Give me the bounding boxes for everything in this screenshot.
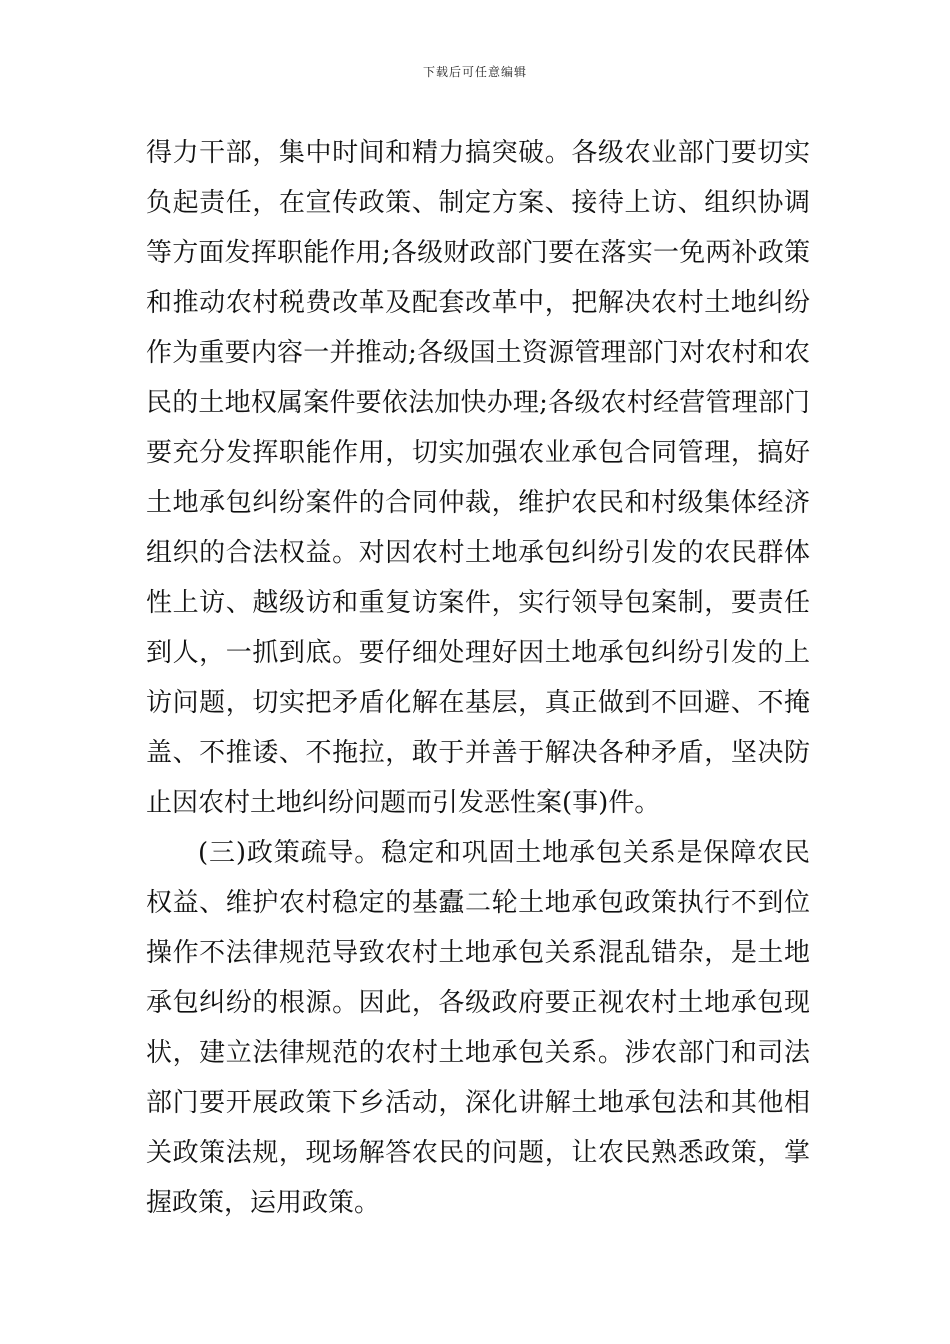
paragraph-2 <box>146 828 810 1228</box>
paragraph-line: 状，建立法律规范的农村土地承包关系。涉农部门和司法 <box>146 1038 810 1068</box>
paragraph-line: 得力干部，集中时间和精力搞突破。各级农业部门要切实 <box>146 138 810 168</box>
paragraph-line: 操作不法律规范导致农村土地承包关系混乱错杂，是土地 <box>146 938 810 968</box>
page-header-note: 下载后可任意编辑 <box>422 65 527 79</box>
paragraph-line: (三)政策疏导。稳定和巩固土地承包关系是保障农民 <box>198 838 810 868</box>
paragraph-line: 访问题，切实把矛盾化解在基层，真正做到不回避、不掩 <box>146 688 810 718</box>
paragraph-line: 作为重要内容一并推动;各级国土资源管理部门对农村和农 <box>146 338 810 368</box>
paragraph-line: 民的土地权属案件要依法加快办理;各级农村经营管理部门 <box>146 388 810 418</box>
paragraph-line: 盖、不推诿、不拖拉，敢于并善于解决各种矛盾，坚决防 <box>146 738 810 768</box>
paragraph-line: 部门要开展政策下乡活动，深化讲解土地承包法和其他相 <box>146 1088 810 1118</box>
paragraph-line: 权益、维护农村稳定的基蠹二轮土地承包政策执行不到位 <box>146 888 810 918</box>
paragraph-line: 到人，一抓到底。要仔细处理好因土地承包纠纷引发的上 <box>146 638 810 668</box>
document-body <box>146 128 810 1228</box>
paragraph-line: 止因农村土地纠纷问题而引发恶性案(事)件。 <box>146 788 661 818</box>
paragraph-line: 土地承包纠纷案件的合同仲裁，维护农民和村级集体经济 <box>146 488 810 518</box>
paragraph-line: 握政策，运用政策。 <box>146 1188 381 1218</box>
paragraph-line: 关政策法规，现场解答农民的问题，让农民熟悉政策，掌 <box>146 1138 810 1168</box>
paragraph-line: 等方面发挥职能作用;各级财政部门要在落实一免两补政策 <box>146 238 810 268</box>
paragraph-line: 负起责任，在宣传政策、制定方案、接待上访、组织协调 <box>146 188 810 218</box>
paragraph-line: 和推动农村税费改革及配套改革中，把解决农村土地纠纷 <box>146 288 810 318</box>
paragraph-line: 要充分发挥职能作用，切实加强农业承包合同管理，搞好 <box>146 438 810 468</box>
paragraph-line: 组织的合法权益。对因农村土地承包纠纷引发的农民群体 <box>146 538 810 568</box>
paragraph-1 <box>146 128 810 828</box>
paragraph-line: 性上访、越级访和重复访案件，实行领导包案制，要责任 <box>146 588 810 618</box>
paragraph-line: 承包纠纷的根源。因此，各级政府要正视农村土地承包现 <box>146 988 810 1018</box>
